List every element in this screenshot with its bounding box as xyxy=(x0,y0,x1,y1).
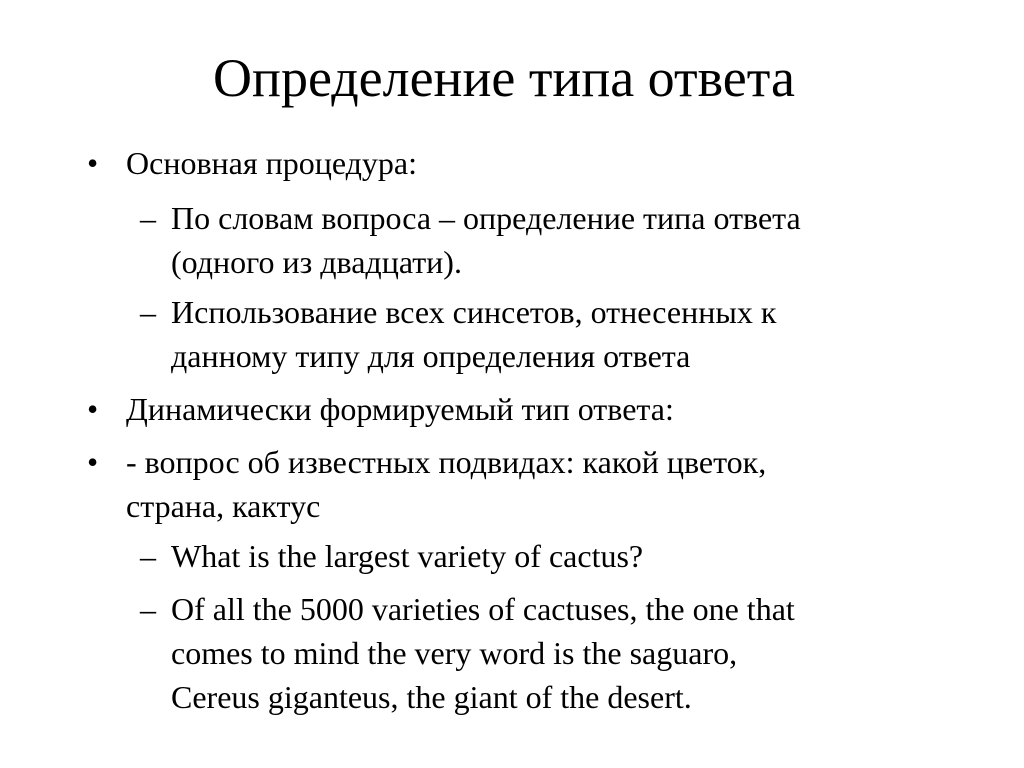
sub-item-line: Использование всех синсетов, отнесенных к xyxy=(171,294,777,330)
dash-marker: – xyxy=(140,538,156,574)
sub-item-text xyxy=(171,196,801,284)
sub-item-line: По словам вопроса – определение типа ответа xyxy=(171,200,801,236)
bullet-text xyxy=(126,141,417,185)
bullet-line: страна, кактус xyxy=(126,488,321,524)
dash-marker: – xyxy=(140,294,156,330)
sub-item-line: What is the largest variety of cactus? xyxy=(171,538,644,574)
dash-marker: – xyxy=(140,591,156,627)
bullet-marker: • xyxy=(87,444,99,480)
sub-item-text xyxy=(171,290,776,378)
sub-item-text xyxy=(171,587,795,719)
bullet-marker: • xyxy=(87,145,99,181)
dash-marker: – xyxy=(140,200,156,236)
sub-item-line: comes to mind the very word is the saguaro, xyxy=(171,635,738,671)
sub-item-text xyxy=(171,534,643,578)
sub-item-line: (одного из двадцати). xyxy=(171,244,462,280)
bullet-text xyxy=(126,440,766,528)
bullet-text xyxy=(126,387,674,431)
bullet-line: Основная процедура: xyxy=(126,145,417,181)
bullet-line: Динамически формируемый тип ответа: xyxy=(126,391,674,427)
bullet-line: - вопрос об известных подвидах: какой цветок, xyxy=(126,444,767,480)
bullet-marker: • xyxy=(87,391,99,427)
sub-item-line: Of all the 5000 varieties of cactuses, the one that xyxy=(171,591,795,627)
sub-item-line: Cereus giganteus, the giant of the desert. xyxy=(171,679,692,715)
slide-title: Определение типа ответа xyxy=(213,48,795,108)
sub-item-line: данному типу для определения ответа xyxy=(171,338,691,374)
